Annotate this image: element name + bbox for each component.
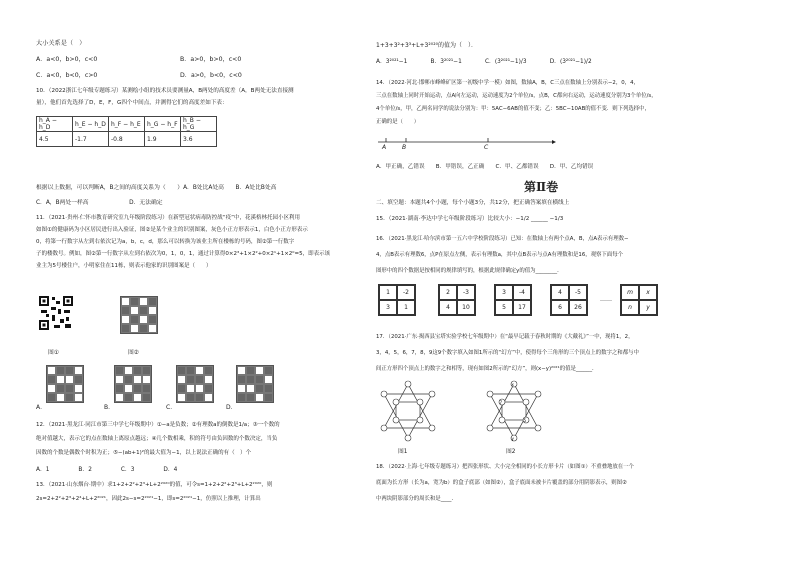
q12-options[interactable]: A．1 B．2 C．3 D．4 xyxy=(36,467,178,473)
box-cell: 3 xyxy=(379,300,397,315)
pattern-box xyxy=(378,284,416,316)
magic-label: x xyxy=(511,382,514,387)
q13-options[interactable]: A．3²⁰²¹−1 B．3²⁰²¹−1 C．(3²⁰²¹−1)/3 D．(3²⁰²¹−1)/2 xyxy=(376,59,592,65)
box-cell: m xyxy=(621,285,639,300)
box-cell: 2 xyxy=(439,285,457,300)
q10-options-1[interactable]: 根据以上数据，可以判断A，B之间的高度关系为（ ）A．B处比A处高 B．A处比B处高 xyxy=(36,185,277,191)
table-cell: -0.8 xyxy=(109,132,145,147)
box-cell: -5 xyxy=(569,285,587,300)
q12-line2: 绝对值越大，表示它的点在数轴上离原点越远；④几个数相乘，积的符号由负因数的个数决定，当负 xyxy=(36,436,278,442)
table-cell: -1.7 xyxy=(73,132,109,147)
box-cell: 3 xyxy=(495,285,513,300)
magic-label: y xyxy=(511,436,514,441)
box-cell: 10 xyxy=(457,300,475,315)
q10-options-2[interactable]: C．A，B两处一样高 D．无法确定 xyxy=(36,200,163,206)
q12-line1: 12．（2021·黑龙江·同江市第三中学七年级期中）①−a是负数；②有理数a的倒数是1/a；③一个数的 xyxy=(36,422,280,428)
q9-option-c[interactable]: C．a<0，b<0，c>0 xyxy=(36,72,98,79)
q11-option-a[interactable]: A． xyxy=(36,404,47,411)
qr-code-icon xyxy=(38,295,74,331)
axis-label-c: C xyxy=(484,144,489,151)
box-cell: x xyxy=(639,285,657,300)
box-cell: 4 xyxy=(439,300,457,315)
pattern-box xyxy=(550,284,588,316)
q14-line4: 正确的是（ ） xyxy=(376,119,420,125)
table-header: h_E − h_D xyxy=(73,117,109,132)
height-table xyxy=(36,116,217,147)
box-cell: -2 xyxy=(397,285,415,300)
table-cell: 3.6 xyxy=(181,132,217,147)
axis-label-b: B xyxy=(402,144,407,151)
section-instructions: 二、填空题：本题共4个小题，每个小题3分，共12分，把正确答案填在横线上 xyxy=(376,200,570,206)
fig2-caption: 图2 xyxy=(506,449,516,455)
q12-line3: 因数的个数是偶数个时积为正；⑤−(ab+1)²的最大值为−1，以上说法正确的有（ ）个 xyxy=(36,450,252,456)
q18-line3: 中两块阴影部分的周长和是____． xyxy=(376,496,457,502)
box-cell: 1 xyxy=(379,285,397,300)
figure-1-caption: 图① xyxy=(48,350,59,356)
q10-line1: 10．（2022浙江七年级专题练习）某测绘小组的技术员要测量A，B两处的高度差（A，B两处无法直接测 xyxy=(36,88,294,94)
q11-option-b-pattern[interactable] xyxy=(114,365,152,403)
box-cell: -3 xyxy=(457,285,475,300)
q17-line1: 17．（2021·广东·揭西县宝塔实验学校七年级期中）在“最早记载于春秋时期的《大戴礼》”一中，现将1，2， xyxy=(376,334,634,340)
q13-line1: 13．（2021·山东烟台·期中）求1+2+2²+2³+L+2²⁰²⁰的值，可令s=1+2+2²+2³+L+2²⁰²⁰，则 xyxy=(36,482,273,488)
q16-line1: 16．（2021·黑龙江·哈尔滨市第一五六中学校阶段练习）已知：在数轴上有两个点A，B，点A表示有理数− xyxy=(376,236,629,242)
table-header: h_G − h_F xyxy=(145,117,181,132)
q11-option-d-pattern[interactable] xyxy=(236,365,274,403)
pattern-box xyxy=(438,284,476,316)
q11-option-d[interactable]: D． xyxy=(226,404,237,411)
box-cell: 17 xyxy=(513,300,531,315)
q11-option-a-pattern[interactable] xyxy=(46,365,84,403)
q18-line2: 底面为长方形（长为a，宽为b）的盒子底部（如图②），盒子底面未被卡片覆盖的部分用阴影表示，则图② xyxy=(376,480,627,486)
box-cell: 5 xyxy=(495,300,513,315)
section-title: 第Ⅱ卷 xyxy=(524,180,559,194)
q14-options[interactable]: A．甲正确，乙错误 B．甲错误，乙正确 C．甲、乙都错误 D．甲、乙均错误 xyxy=(376,164,594,170)
q9-option-b[interactable]: B．a>0，b>0，c<0 xyxy=(180,56,242,63)
q9-tail: 大小关系是（ ） xyxy=(36,40,86,47)
q18-line1: 18．（2022·上海·七年级专题练习）把四张形状、大小完全相同的小长方形卡片（如图①）不重叠地放在一个 xyxy=(376,464,634,470)
q16-line3: 图形中的四个数据是按相同的规律填写的，根据此规律确定y的值为________． xyxy=(376,268,563,274)
q17-line2: 3，4，5，6，7，8，9这9个数字填入如图1所示的“幻方”中，使得每个三角形的三个顶点上的数字之和都与中 xyxy=(376,350,639,356)
q11-option-c[interactable]: C． xyxy=(166,404,177,411)
pattern-box-unknown xyxy=(620,284,658,316)
q14-line3: 4个单位/s，甲，乙两名同学的说法分别为：甲：5AC−6AB的值不变；乙：5BC−10AB的值不变．则下列选择中， xyxy=(376,106,650,112)
fig1-caption: 图1 xyxy=(398,449,408,455)
box-cell: 6 xyxy=(551,300,569,315)
table-cell: 4.5 xyxy=(37,132,73,147)
table-cell: 1.9 xyxy=(145,132,181,147)
figure-2-caption: 图② xyxy=(128,350,139,356)
q15: 15．（2021·湖南·李达中学七年级阶段练习）比较大小：−1/2 ______ −1/3 xyxy=(376,216,564,222)
magic-figure-2 xyxy=(486,380,542,442)
box-cell: -4 xyxy=(513,285,531,300)
q11-line1: 11．（2021·贵州·仁怀市教育研究室九年级阶段练习）在新型冠状病毒防控战“疫”中，花溪格林托园小区利用 xyxy=(36,215,300,221)
table-header: h_A − h_D xyxy=(37,117,73,132)
q11-line2: 如图①的健康码为小区居民进行出入验证，图②是某个业主的识别图案，灰色小正方形表示1，白色小正方形表示 xyxy=(36,227,308,233)
figure-2-pattern xyxy=(120,296,158,334)
pattern-box xyxy=(494,284,532,316)
magic-label: 5 xyxy=(523,418,527,423)
q11-line4: 子的楼数号。例如，图②第一行数字从左到右依次为0，1，0，1，通过计算得0×2³+1×2²+0×2¹+1×2⁰=5，即表示该 xyxy=(36,251,331,257)
magic-label: 7 xyxy=(499,400,503,405)
q9-option-a[interactable]: A．a<0，b>0，c<0 xyxy=(36,56,98,63)
box-cell: n xyxy=(621,300,639,315)
table-header: h_F − h_E xyxy=(109,117,145,132)
q17-line3: 间正方形四个顶点上的数字之和相等，现有如图2所示的“幻方”，则(x−y)²⁰²¹的值是______． xyxy=(376,366,598,372)
box-cell: 1 xyxy=(397,300,415,315)
q13-line2: 2s=2+2²+2³+2⁴+L+2²⁰²¹，因此2s−s=2²⁰²¹−1，即s=2²⁰²¹−1，仿照以上推理，计算出 xyxy=(36,496,261,502)
magic-figure-1 xyxy=(380,380,436,442)
axis-label-a: A xyxy=(382,144,387,151)
table-header: h_B − h_G xyxy=(181,117,217,132)
q11-line5: 业主为5号楼住户，小明家住在11栋，则表示他家的识别图案是（ ） xyxy=(36,263,212,269)
ellipsis: …… xyxy=(600,296,612,303)
box-cell: 4 xyxy=(551,285,569,300)
q10-line2: 量），他们首先选择了D，E，F，G四个中间点，并测得它们的高度差如下表： xyxy=(36,100,228,106)
q16-line2: 4，点B表示有理数6，点P在原点左侧，表示有理数a，其中点B表示与点A有理数和是16，观察下面每个 xyxy=(376,252,623,258)
q11-option-b[interactable]: B． xyxy=(104,404,115,411)
q9-option-d[interactable]: D．a>0，b<0，c<0 xyxy=(180,72,242,79)
box-cell: y xyxy=(639,300,657,315)
q14-line1: 14．（2022·河北·邯郸市峰峰矿区第一初级中学一模）如图，数轴A，B，C三点在数轴上分别表示−2，0，4， xyxy=(376,80,639,86)
q14-line2: 三点在数轴上同时开始运动，点A向左运动，运动速度为2个单位/s，点B，C都向右运动，运动速度分别为3个单位/s， xyxy=(376,93,657,99)
q11-option-c-pattern[interactable] xyxy=(176,365,214,403)
q11-line3: 0，将第一行数字从左到右依次记为a，b，c，d，那么可以转换为该业主所在楼栋的号码，图②第一行数字 xyxy=(36,239,295,245)
q13-tail: 1+3+3²+3³+L+3²⁰²⁰的值为（ ）． xyxy=(376,42,477,49)
box-cell: 26 xyxy=(569,300,587,315)
